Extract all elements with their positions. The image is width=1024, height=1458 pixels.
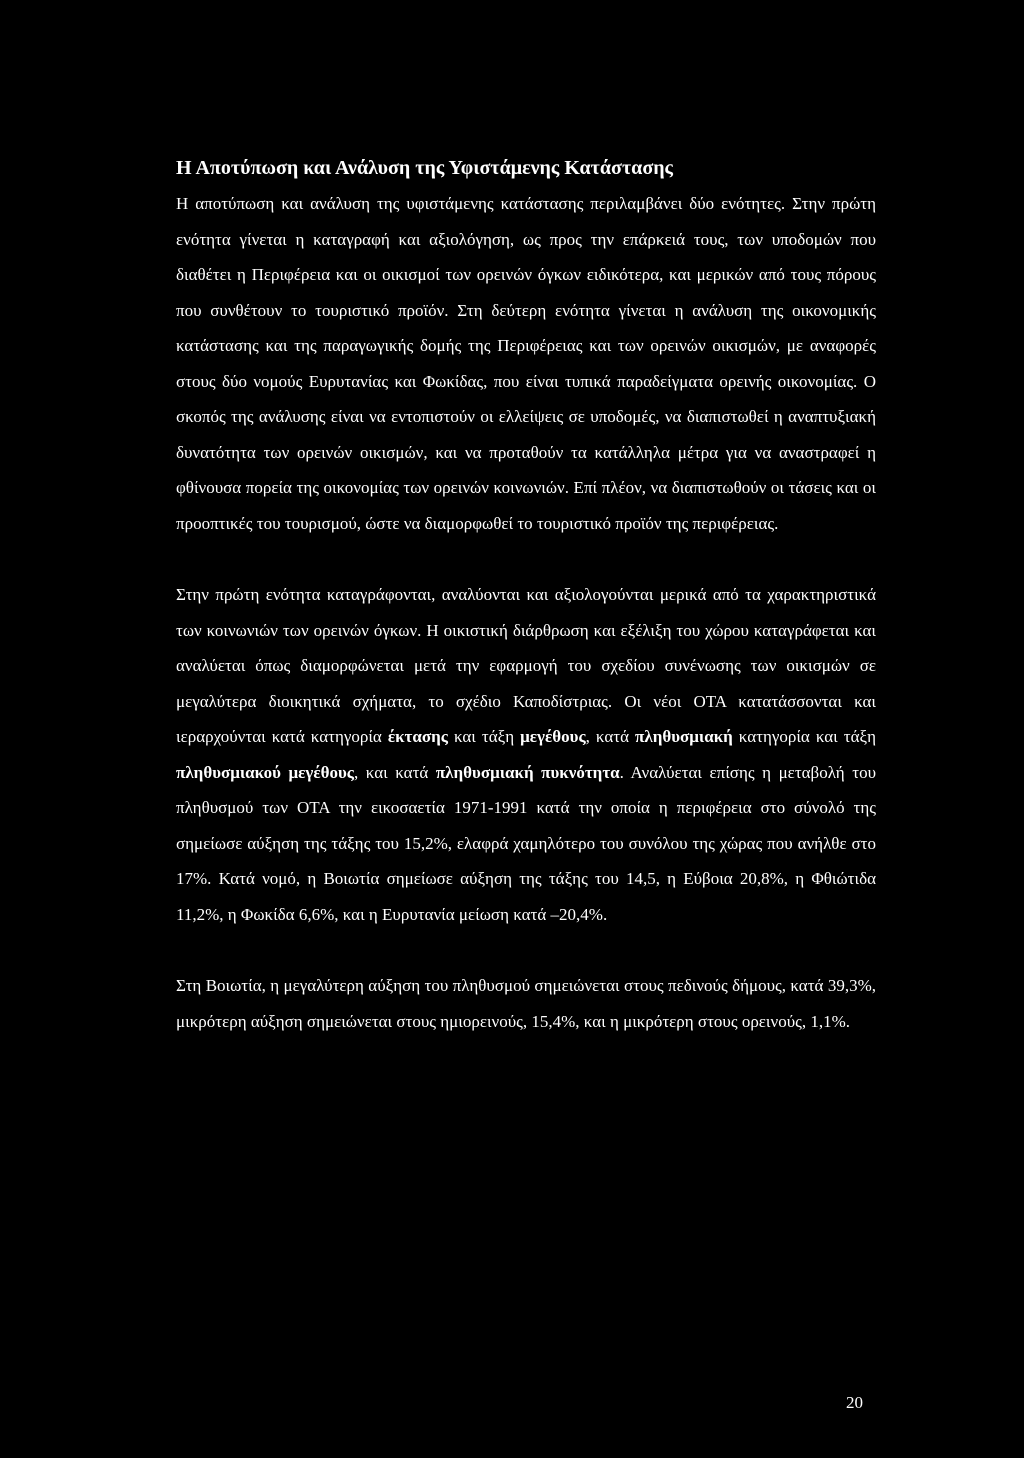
text-run: και τάξη bbox=[447, 727, 521, 746]
text-run: , κατά bbox=[585, 727, 636, 746]
page-number: 20 bbox=[846, 1393, 863, 1412]
paragraph-overview: Η αποτύπωση και ανάλυση της υφιστάμενης κατάστασης περιλαμβάνει δύο ενότητες. Στην πρώτη ενότητα γίνεται η καταγραφή και αξιολόγηση, ως προς την επάρκειά τους, των υποδομών που διαθέτει η Περιφέρεια και οι οικισμοί των ορεινών όγκων ειδικότερα, και μερικών από τους πόρους που συνθέτουν το τουριστικό προϊόν. Στη δεύτερη ενότητα γίνεται η ανάλυση της οικονομικής κατάστασης και της παραγωγικής δομής της Περιφέρειας και των ορεινών οικισμών, με αναφορές στους δύο νομούς Ευρυτανίας και Φωκίδας, που είναι τυπικά παραδείγματα ορεινής οικονομίας. Ο σκοπός της ανάλυσης είναι να εντοπιστούν οι ελλείψεις σε υποδομές, να διαπιστωθεί η αναπτυξιακή δυνατότητα των ορεινών οικισμών, και να προταθούν τα κατάλληλα μέτρα για να αναστραφεί η φθίνουσα πορεία της οικονομίας των ορεινών κοινωνιών. Επί πλέον, να διαπιστωθούν οι τάσεις και οι προοπτικές του τουρισμού, ώστε να διαμορφωθεί το τουριστικό προϊόν της περιφέρειας. bbox=[176, 194, 876, 533]
bold-term-size: μεγέθους bbox=[520, 727, 586, 746]
bold-term-population-density: πληθυσμιακή πυκνότητα bbox=[435, 762, 620, 782]
paragraph-first-section bbox=[176, 577, 876, 932]
bold-term-population: πληθυσμιακή bbox=[635, 727, 733, 746]
bold-term-area: έκτασης bbox=[387, 727, 448, 746]
text-run: , και κατά bbox=[353, 762, 436, 782]
paragraph-boeotia: Στη Βοιωτία, η μεγαλύτερη αύξηση του πληθυσμού σημειώνεται στους πεδινούς δήμους, κατά 39,3%, μικρότερη αύξηση σημειώνεται στους ημιορεινούς, 15,4%, και η μικρότερη στους ορεινούς, 1,1%. bbox=[176, 976, 876, 1031]
paragraph-gap bbox=[176, 541, 876, 577]
paragraph-gap bbox=[176, 932, 876, 968]
document-page bbox=[176, 150, 876, 1039]
text-run: . Αναλύεται επίσης η μεταβολή του πληθυσμού των ΟΤΑ την εικοσαετία 1971-1991 κατά την οποία η περιφέρεια στο σύνολό της σημείωσε αύξηση της τάξης του 15,2%, ελαφρά χαμηλότερο του συνόλου της χώρας που ανήλθε στο 17%. Κατά νομό, η Βοιωτία σημείωσε αύξηση της τάξης του 14,5, η Εύβοια 20,8%, η Φθιώτιδα 11,2%, η Φωκίδα 6,6%, και η Ευρυτανία μείωση κατά –20,4%. bbox=[176, 762, 876, 924]
text-run: Στην πρώτη ενότητα καταγράφονται, αναλύονται και αξιολογούνται μερικά από τα χαρακτηριστικά των κοινωνιών των ορεινών όγκων. Η οικιστική διάρθρωση και εξέλιξη του χώρου καταγράφεται και αναλύεται όπως διαμορφώνεται μετά την εφαρμογή του σχεδίου συνένωσης των οικισμών σε μεγαλύτερα διοικητικά σχήματα, το σχέδιο Καποδίστριας. Οι νέοι ΟΤΑ κατατάσσονται και ιεραρχούνται κατά κατηγορία bbox=[176, 585, 876, 746]
bold-term-population-size: πληθυσμιακού μεγέθους bbox=[176, 762, 354, 782]
section-heading: Η Αποτύπωση και Ανάλυση της Υφιστάμενης Κατάστασης bbox=[176, 157, 673, 179]
text-run: κατηγορία και τάξη bbox=[732, 727, 876, 746]
